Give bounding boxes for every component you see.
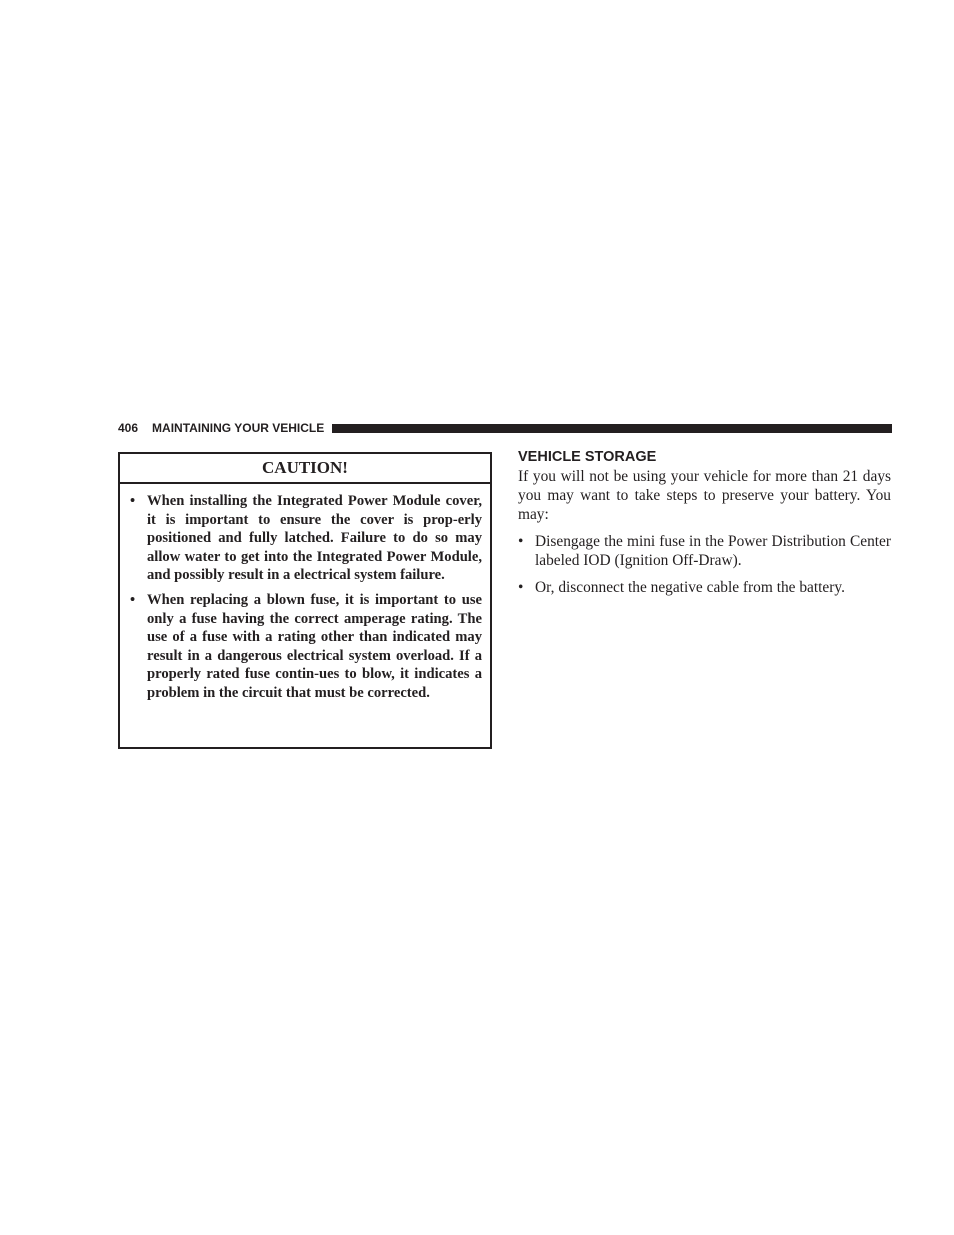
header-rule (332, 424, 892, 433)
caution-list (120, 484, 490, 703)
vehicle-storage-section (518, 448, 891, 607)
bullet-icon: • (518, 533, 524, 550)
caution-title: CAUTION! (120, 454, 490, 484)
caution-box (118, 452, 492, 749)
section-title: MAINTAINING YOUR VEHICLE (152, 421, 325, 435)
caution-item (128, 591, 482, 703)
bullet-icon: • (130, 591, 136, 608)
intro-paragraph: If you will not be using your vehicle for more than 21 days you may want to take steps to preserve your battery. You may: (518, 468, 891, 523)
caution-item (128, 492, 482, 585)
page-number: 406 (118, 421, 139, 435)
list-item-text: Or, disconnect the negative cable from the battery. (535, 579, 845, 596)
bullet-icon: • (518, 579, 524, 596)
list-item (518, 533, 891, 570)
section-heading: VEHICLE STORAGE (518, 449, 657, 465)
bullet-icon: • (130, 493, 136, 509)
list-item-text: Disengage the mini fuse in the Power Distribution Center labeled IOD (Ignition Off-Draw). (535, 533, 891, 569)
storage-list (518, 533, 891, 598)
caution-item-text: When replacing a blown fuse, it is important to use only a fuse having the correct amperage rating. The use of a fuse with a rating other than indicated may result in a dangerous electrical system overload. If a properly rated fuse contin-ues to blow, it indicates a problem in the circuit that must be corrected. (147, 591, 482, 701)
caution-item-text: When installing the Integrated Power Module cover, it is important to ensure the cover is prop-erly positioned and fully latched. Failure to do so may allow water to get into the Integrated Power Module, and possibly result in a electrical system failure. (147, 493, 482, 584)
list-item (518, 579, 891, 598)
page-header (118, 420, 892, 436)
